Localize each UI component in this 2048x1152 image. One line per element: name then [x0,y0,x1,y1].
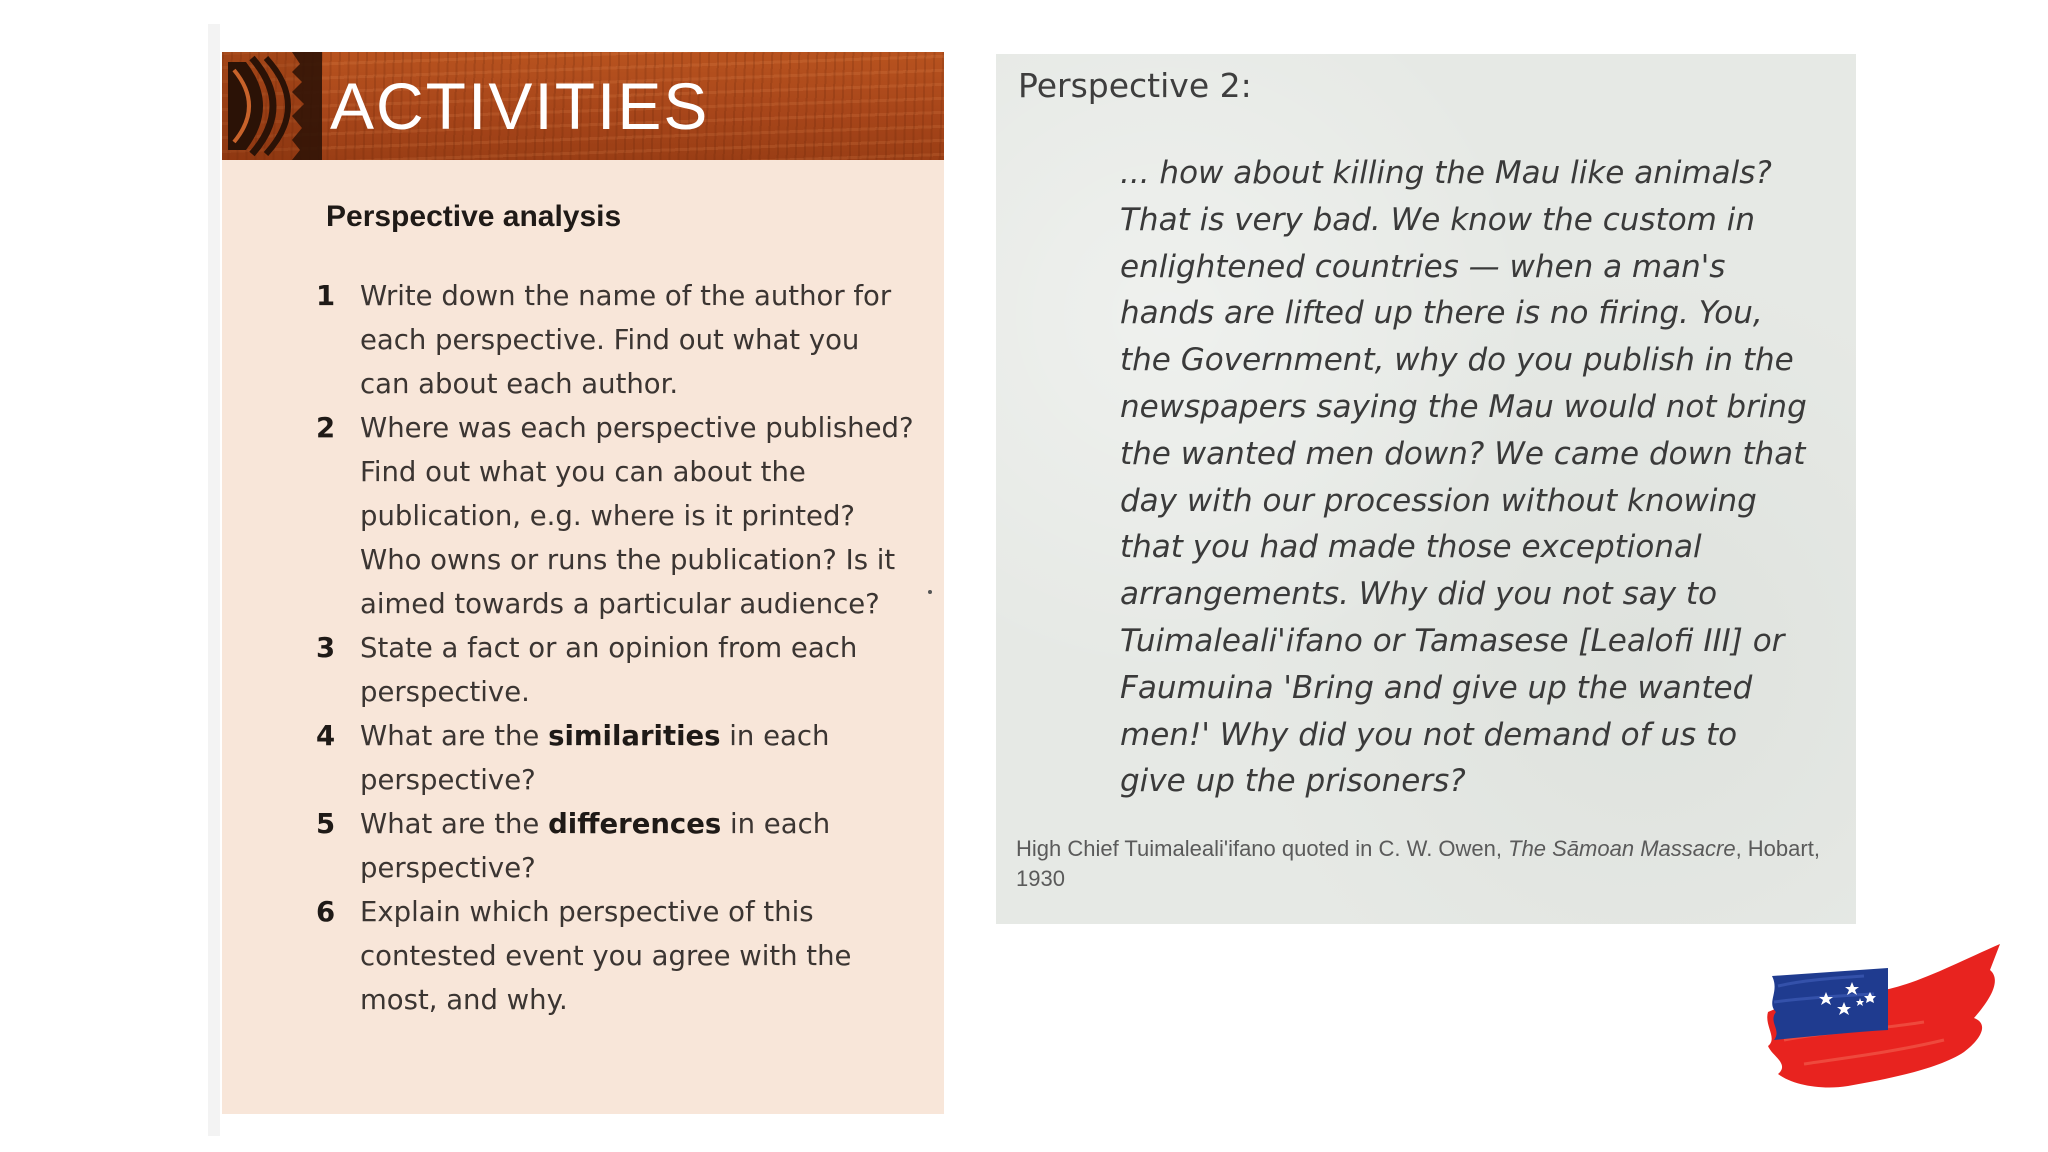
section-heading: Perspective analysis [326,200,622,233]
perspective-quote: ... how about killing the Mau like animals? That is very bad. We know the custom in enlightened countries — when a man's hands are lifted up there is no firing. You, the Government, why do you publish in the newspapers saying the Mau would not bring the wanted men down? We came down that day with our procession without knowing that you had made those exceptional arrangements. Why did you not say to Tuimaleali'ifano or Tamasese [Lealofi III] or Faumuina 'Bring and give up the wanted men!' Why did you not demand of us to give up the prisoners? [1120,155,1807,800]
question-text-start: What are the [360,720,549,752]
question-text: State a fact or an opinion from each perspective. [360,632,858,708]
question-number: 1 [316,280,336,312]
question-item [316,890,916,1022]
question-number: 6 [316,896,336,928]
question-list [316,274,916,1022]
question-item [316,626,916,714]
citation-source: High Chief Tuimaleali'ifano quoted in C. W. Owen, [1016,836,1509,861]
question-text-end: in each perspective? [360,808,831,884]
question-text-start: What are the [360,808,549,840]
question-item [316,274,916,406]
question-text: Write down the name of the author for each perspective. Find out what you can about each author. [360,280,892,400]
tribal-ornament-icon [222,52,322,160]
samoa-flag-icon [1764,940,2008,1090]
citation-publisher: , Hobart, 1930 [1016,836,1820,891]
question-number: 5 [316,808,336,840]
question-item [316,714,916,802]
activities-card [222,52,944,1114]
question-item [316,406,916,626]
question-number: 4 [316,720,336,752]
question-text-end: in each perspective? [360,720,830,796]
question-text: Where was each perspective published? Find out what you can about the publication, e.g. where is it printed? Who owns or runs the publication? Is it aimed towards a particular audience? [360,412,914,620]
perspective-heading: Perspective 2: [1018,66,1252,105]
activities-title: ACTIVITIES [330,69,710,143]
question-number: 2 [316,412,336,444]
print-speck [928,590,932,594]
activities-panel [208,24,946,1136]
question-text: Explain which perspective of this contested event you agree with the most, and why. [360,896,852,1016]
question-number: 3 [316,632,336,664]
question-keyword: similarities [548,720,721,752]
question-keyword: differences [548,808,722,840]
question-item [316,802,916,890]
citation-book-title: The Sāmoan Massacre [1508,836,1736,861]
activities-header [222,52,944,160]
perspective-panel [996,54,1856,924]
quote-citation [1016,834,1836,894]
